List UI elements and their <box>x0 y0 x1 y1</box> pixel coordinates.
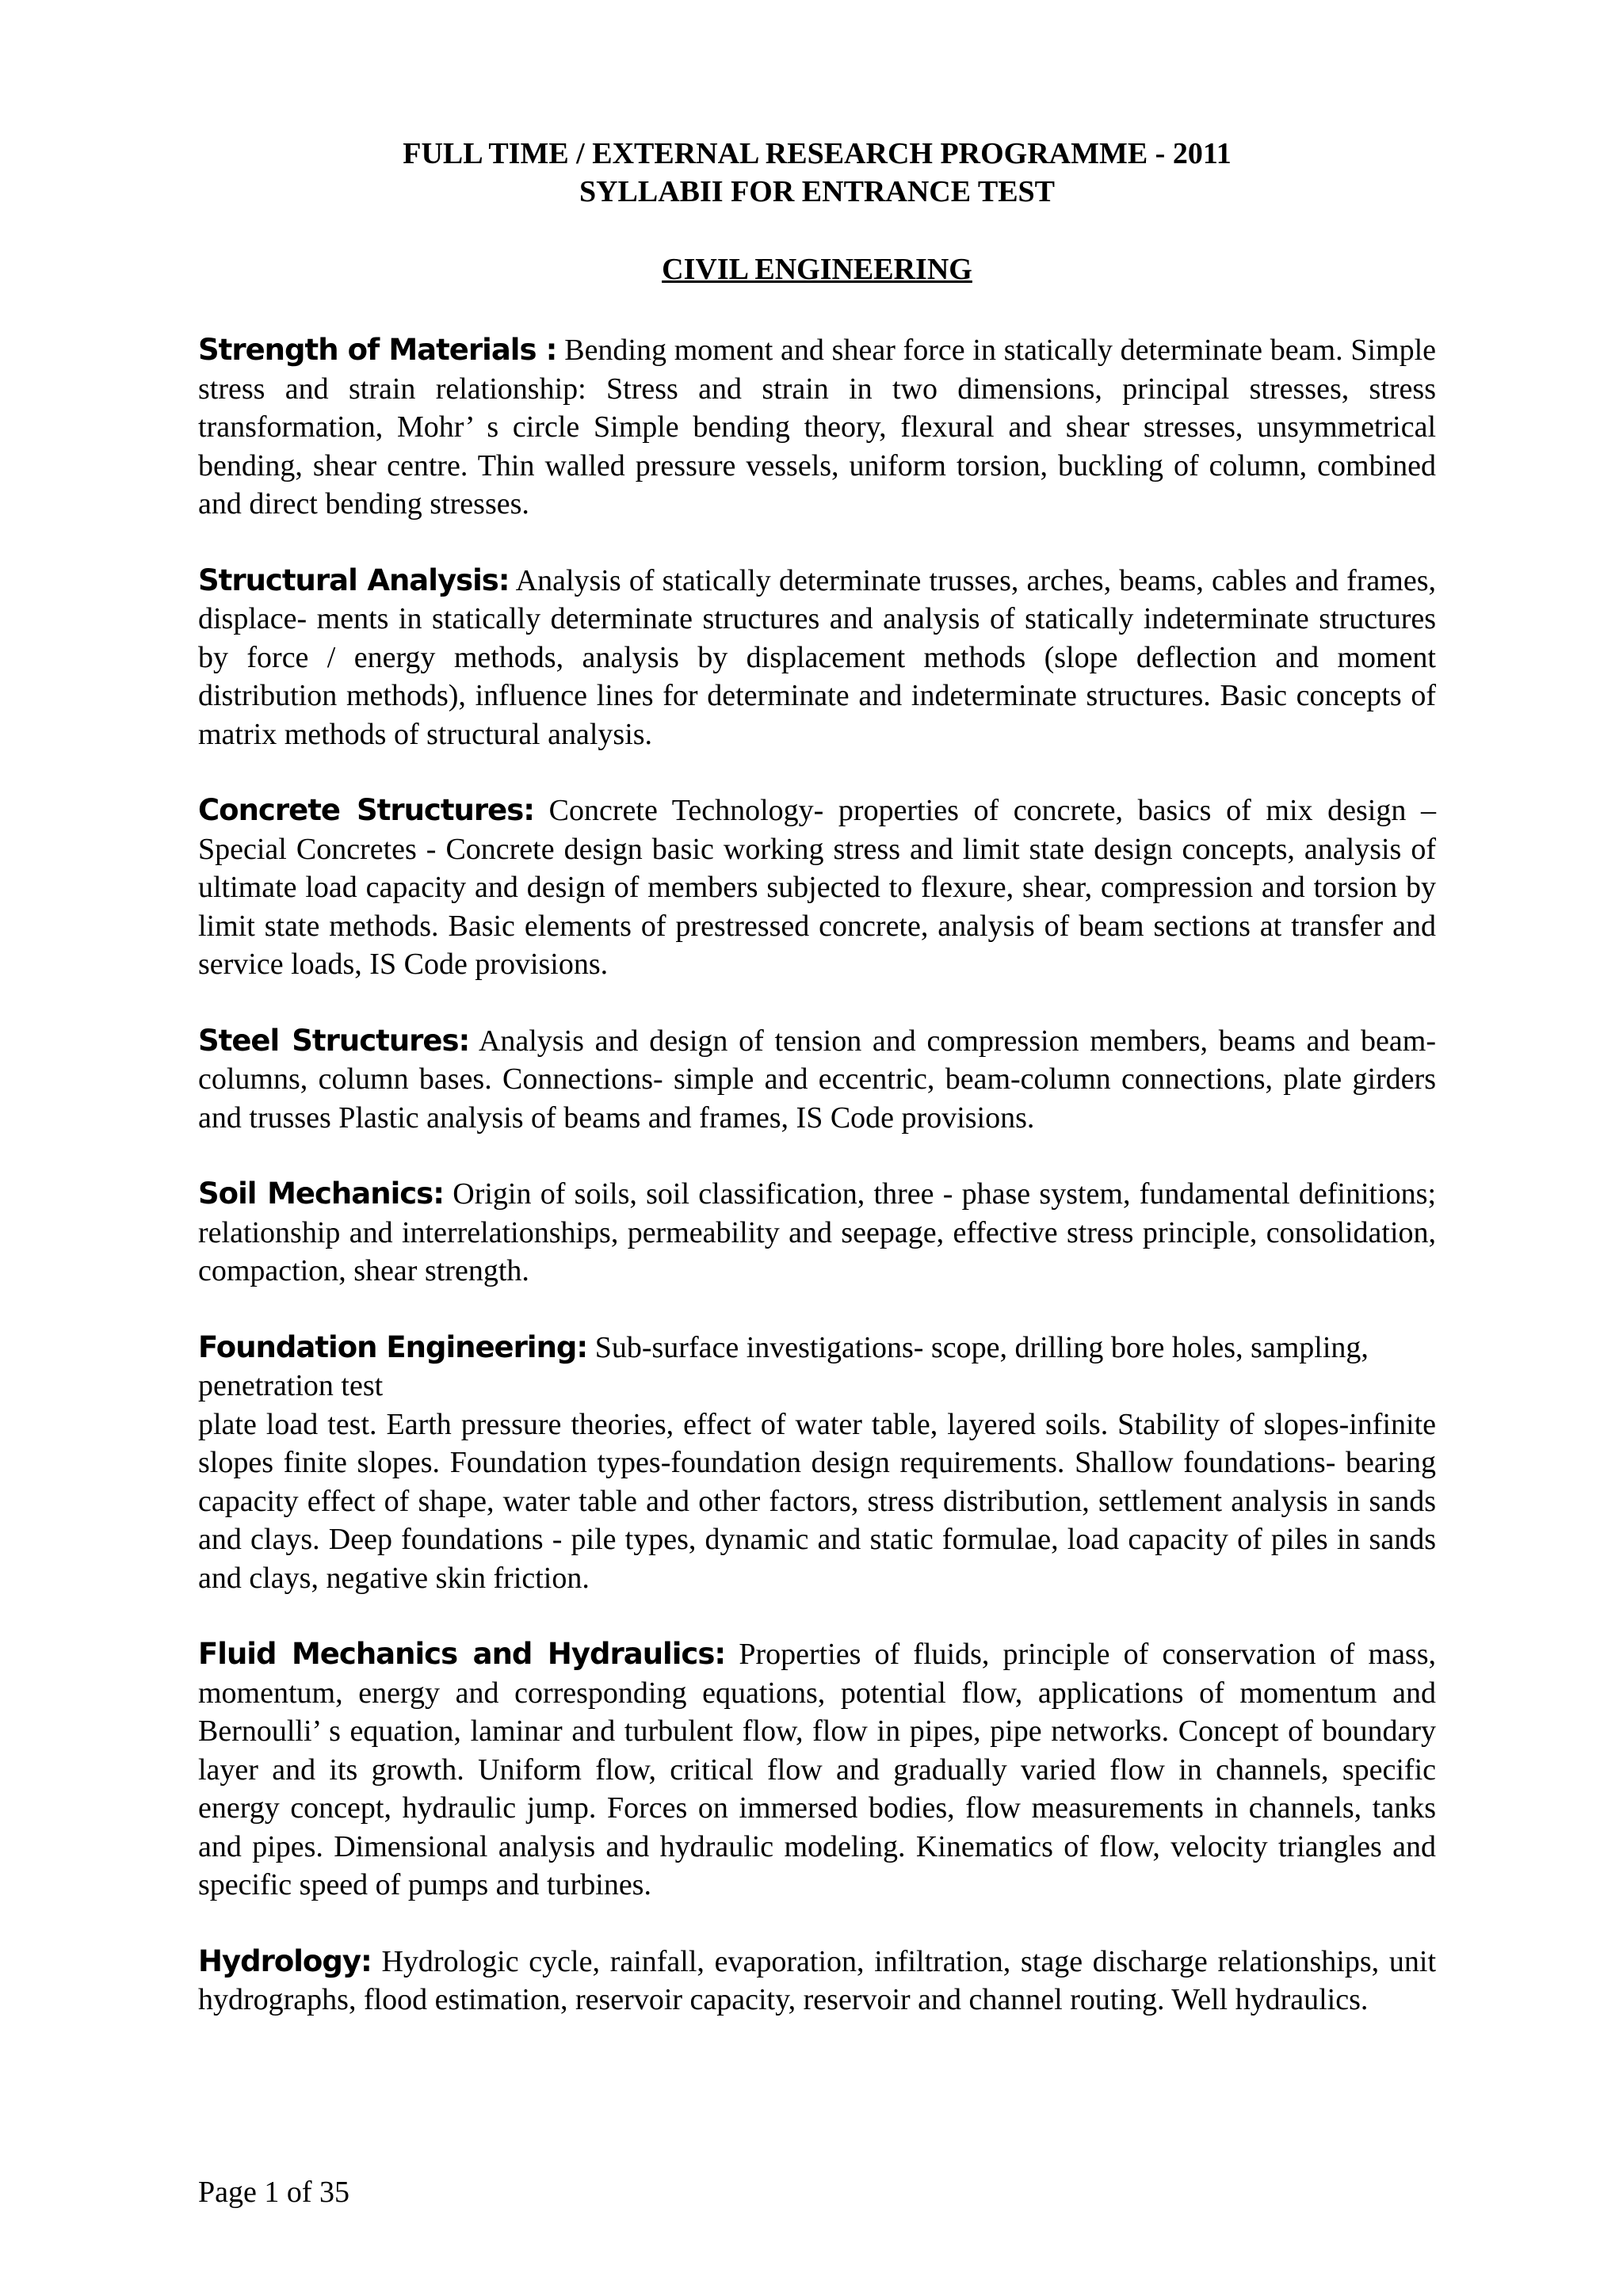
section-structural-analysis <box>198 562 1436 754</box>
section-body: Sub-surface investigations- scope, drilling bore holes, sampling, penetration test <box>198 1330 1369 1402</box>
section-heading: Fluid Mechanics and Hydraulics: <box>198 1637 726 1671</box>
section-heading: Concrete Structures: <box>198 793 535 827</box>
section-body: Bending moment and shear force in statically determinate beam. Simple stress and strain relationship: Stress and strain in two dimensions, principal stresses, stress transformation, Mohr’ s circle Simple bending theory, flexural and shear stresses, unsymmetrical bending, shear centre. Thin walled pressure vessels, uniform torsion, buckling of column, combined and direct bending stresses. <box>198 334 1437 521</box>
document-title-line-2: SYLLABII FOR ENTRANCE TEST <box>579 175 1056 208</box>
section-heading: Structural Analysis: <box>198 563 510 597</box>
section-hydrology <box>198 1943 1436 2019</box>
section-heading: Steel Structures: <box>198 1023 470 1058</box>
section-fluid-mechanics-and-hydraulics <box>198 1635 1436 1905</box>
section-body-continued: plate load test. Earth pressure theories, effect of water table, layered soils. Stability of slopes-infinite slopes finite slopes. Foundation types-foundation design requirements. Shallow foundations- bearing capacity effect of shape, water table and other factors, stress distribution, settlement analysis in sands and clays. Deep foundations - pile types, dynamic and static formulae, load capacity of piles in sands and clays, negative skin friction. <box>198 1407 1436 1595</box>
section-soil-mechanics <box>198 1175 1436 1291</box>
page-number: Page 1 of 35 <box>198 2176 350 2209</box>
section-heading: Foundation Engineering: <box>198 1329 588 1364</box>
section-steel-structures <box>198 1022 1436 1138</box>
section-body: Analysis and design of tension and compression members, beams and beam-columns, column bases. Connections- simple and eccentric, beam-column connections, plate girders and trusses Plastic analysis of beams and frames, IS Code provisions. <box>198 1024 1437 1135</box>
section-body: Concrete Technology- properties of concrete, basics of mix design – Special Concretes - Concrete design basic working stress and limit state design concepts, analysis of ultimate load capacity and design of members subjected to flexure, shear, compression and torsion by limit state methods. Basic elements of prestressed concrete, analysis of beam sections at transfer and service loads, IS Code provisions. <box>198 794 1436 981</box>
section-body: Analysis of statically determinate trusses, arches, beams, cables and frames, displace- ments in statically determinate structures and analysis of statically indeterminate structures by force / energy methods, analysis by displacement methods (slope deflection and moment distribution methods), influence lines for determinate and indeterminate structures. Basic concepts of matrix methods of structural analysis. <box>198 563 1436 751</box>
section-foundation-engineering <box>198 1329 1436 1405</box>
section-foundation-engineering-continued <box>198 1405 1436 1598</box>
section-concrete-structures <box>198 791 1436 984</box>
section-body: Origin of soils, soil classification, three - phase system, fundamental definitions; relationship and interrelationships, permeability and seepage, effective stress principle, consolidation, compaction, shear strength. <box>198 1177 1437 1287</box>
section-heading: Strength of Materials : <box>198 333 557 367</box>
section-strength-of-materials <box>198 331 1436 524</box>
section-heading: Hydrology: <box>198 1943 372 1978</box>
section-body: Hydrologic cycle, rainfall, evaporation, infiltration, stage discharge relationships, unit hydrographs, flood estimation, reservoir capacity, reservoir and channel routing. Well hydraulics. <box>198 1944 1436 2016</box>
section-body: Properties of fluids, principle of conservation of mass, momentum, energy and corresponding equations, potential flow, applications of momentum and Bernoulli’ s equation, laminar and turbulent flow, flow in pipes, pipe networks. Concept of boundary layer and its growth. Uniform flow, critical flow and gradually varied flow in channels, specific energy concept, hydraulic jump. Forces on immersed bodies, flow measurements in channels, tanks and pipes. Dimensional analysis and hydraulic modeling. Kinematics of flow, velocity triangles and specific speed of pumps and turbines. <box>198 1638 1437 1901</box>
department-title: CIVIL ENGINEERING <box>662 253 972 286</box>
document-page <box>198 135 1436 2019</box>
document-title-line-1: FULL TIME / EXTERNAL RESEARCH PROGRAMME - 2011 <box>403 137 1232 170</box>
section-heading: Soil Mechanics: <box>198 1177 445 1211</box>
